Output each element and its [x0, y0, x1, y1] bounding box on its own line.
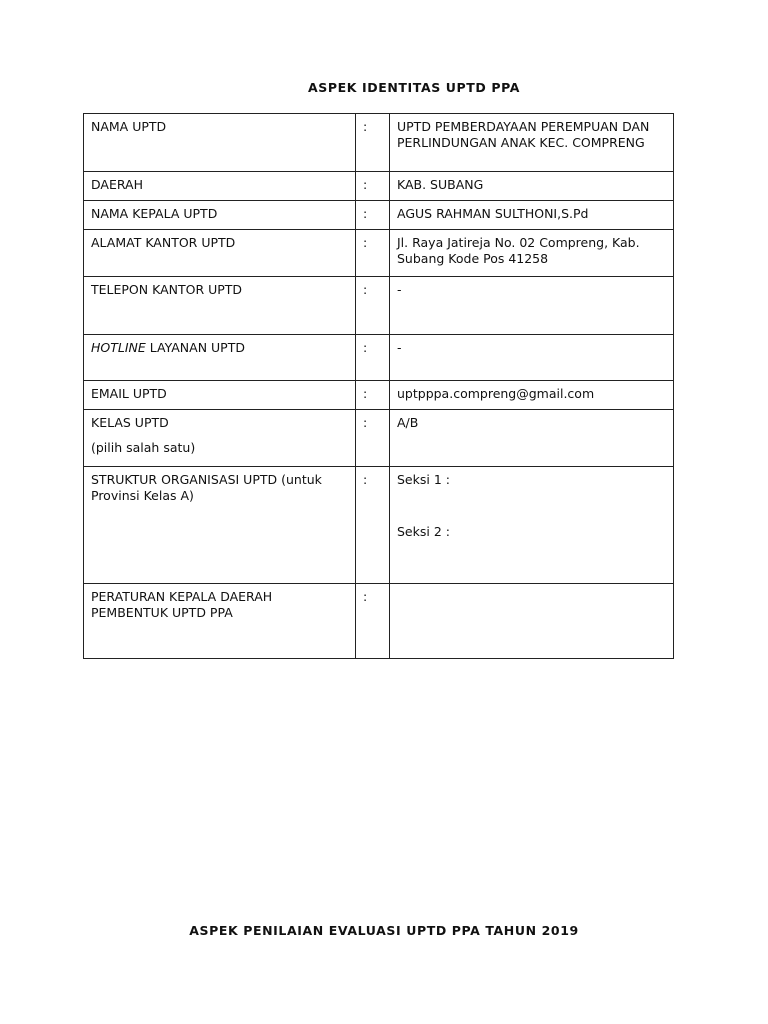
row-value-alamat: Jl. Raya Jatireja No. 02 Compreng, Kab. Subang Kode Pos 41258	[390, 230, 674, 277]
seksi-2: Seksi 2 :	[397, 524, 450, 539]
row-label-daerah: DAERAH	[84, 172, 356, 201]
row-label-struktur: STRUKTUR ORGANISASI UPTD (untuk Provinsi Kelas A)	[84, 467, 356, 584]
row-label-email: EMAIL UPTD	[84, 381, 356, 410]
row-label-kepala: NAMA KEPALA UPTD	[84, 201, 356, 230]
kelas-sublabel: (pilih salah satu)	[91, 440, 196, 455]
row-label-peraturan: PERATURAN KEPALA DAERAH PEMBENTUK UPTD PPA	[84, 584, 356, 659]
row-label-alamat: ALAMAT KANTOR UPTD	[84, 230, 356, 277]
row-colon: :	[356, 114, 390, 172]
hotline-label-italic: HOTLINE	[91, 340, 146, 355]
row-value-struktur	[390, 467, 674, 584]
kelas-label: KELAS UPTD	[91, 415, 169, 430]
row-colon: :	[356, 277, 390, 335]
table-row-struktur	[84, 467, 674, 584]
table-row-kelas	[84, 410, 674, 467]
table-row-email	[84, 381, 674, 410]
row-value-peraturan	[390, 584, 674, 659]
row-colon: :	[356, 381, 390, 410]
table-row-nama	[84, 114, 674, 172]
row-colon: :	[356, 335, 390, 381]
row-label-nama: NAMA UPTD	[84, 114, 356, 172]
row-colon: :	[356, 201, 390, 230]
row-colon: :	[356, 467, 390, 584]
table-row-kepala	[84, 201, 674, 230]
hotline-label-rest: LAYANAN UPTD	[145, 340, 245, 355]
row-value-daerah: KAB. SUBANG	[390, 172, 674, 201]
table-row-hotline	[84, 335, 674, 381]
row-value-kelas: A/B	[390, 410, 674, 467]
row-colon: :	[356, 172, 390, 201]
row-colon: :	[356, 584, 390, 659]
seksi-1: Seksi 1 :	[397, 472, 450, 487]
table-row-peraturan	[84, 584, 674, 659]
row-value-telepon: -	[390, 277, 674, 335]
page-title: ASPEK IDENTITAS UPTD PPA	[307, 80, 521, 95]
row-colon: :	[356, 410, 390, 467]
row-label-telepon: TELEPON KANTOR UPTD	[84, 277, 356, 335]
row-value-hotline: -	[390, 335, 674, 381]
table-row-daerah	[84, 172, 674, 201]
row-value-kepala: AGUS RAHMAN SULTHONI,S.Pd	[390, 201, 674, 230]
row-colon: :	[356, 230, 390, 277]
row-value-nama: UPTD PEMBERDAYAAN PEREMPUAN DAN PERLINDUNGAN ANAK KEC. COMPRENG	[390, 114, 674, 172]
row-label-hotline	[84, 335, 356, 381]
row-value-email: uptpppa.compreng@gmail.com	[390, 381, 674, 410]
footer-title: ASPEK PENILAIAN EVALUASI UPTD PPA TAHUN 2019	[189, 923, 579, 938]
table-row-alamat	[84, 230, 674, 277]
identity-table	[83, 113, 674, 659]
row-label-kelas	[84, 410, 356, 467]
table-row-telepon	[84, 277, 674, 335]
